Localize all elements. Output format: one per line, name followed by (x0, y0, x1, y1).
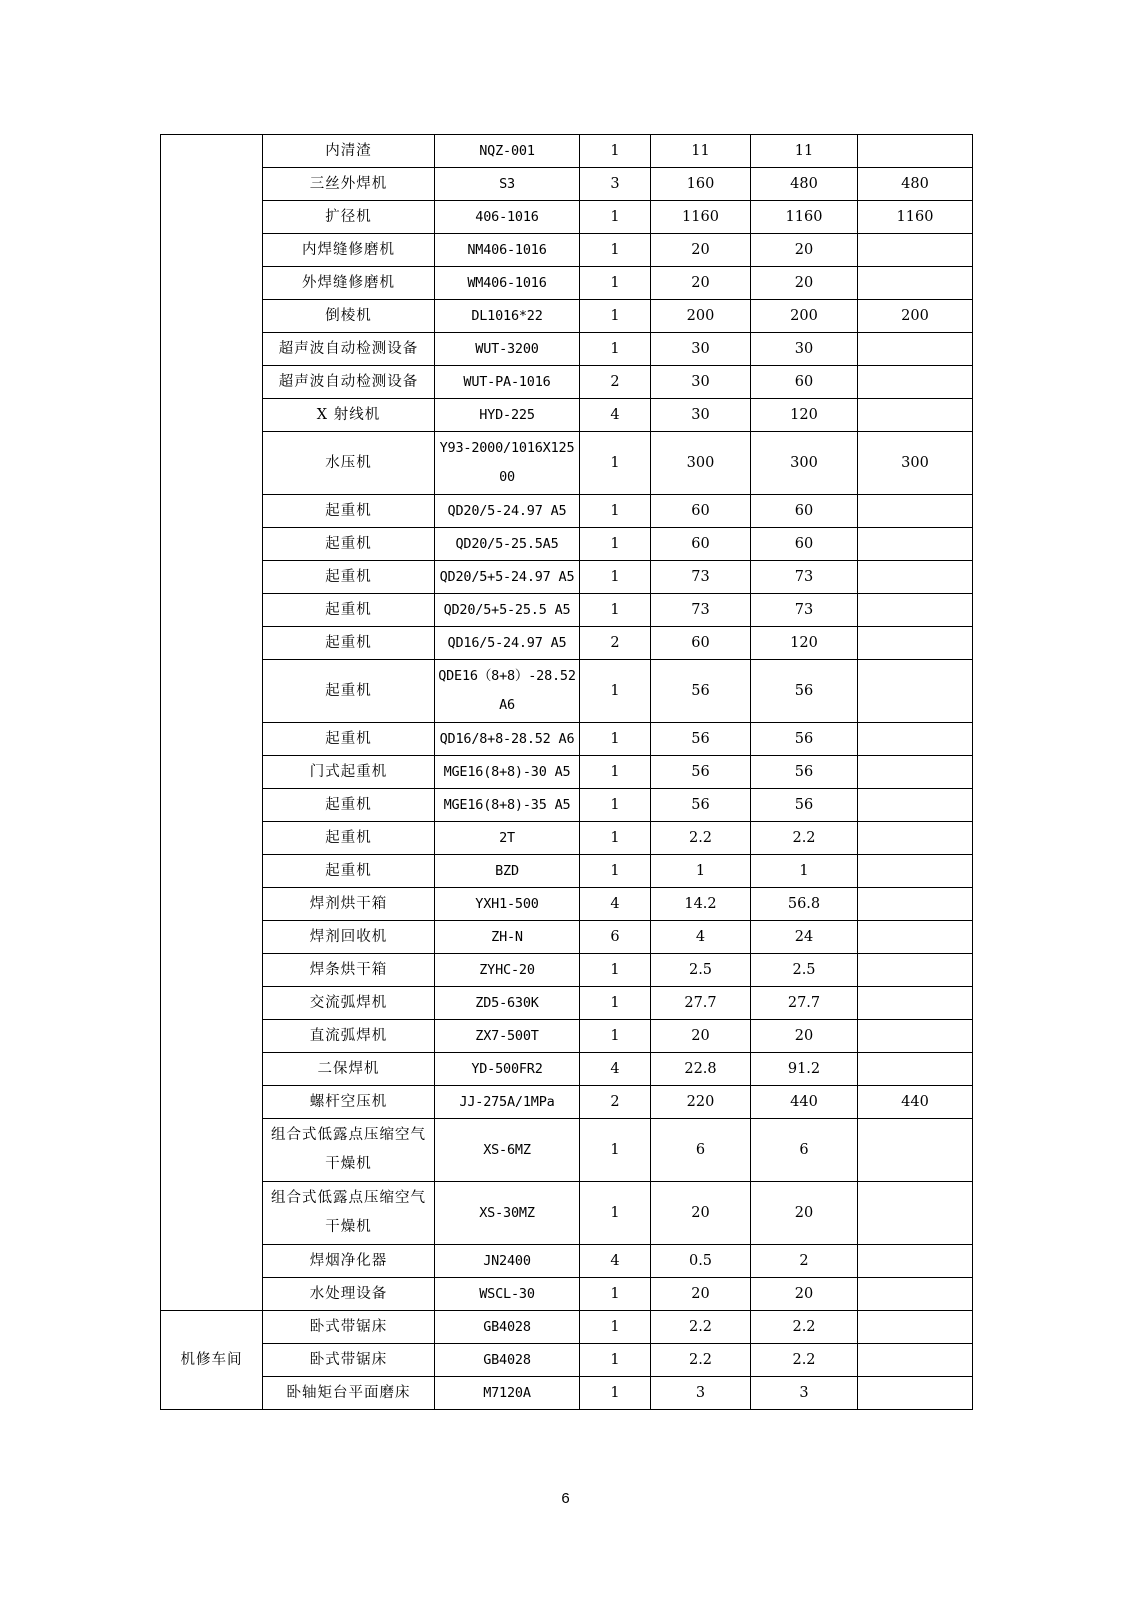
quantity-cell: 1 (580, 432, 651, 495)
table-row (161, 1245, 973, 1278)
unit-power-cell: 20 (651, 234, 751, 267)
extra-cell (858, 921, 973, 954)
extra-cell (858, 399, 973, 432)
total-power-cell: 480 (751, 168, 858, 201)
table-row (161, 954, 973, 987)
extra-cell (858, 789, 973, 822)
quantity-cell: 1 (580, 660, 651, 723)
table-row (161, 399, 973, 432)
quantity-cell: 1 (580, 954, 651, 987)
unit-power-cell: 160 (651, 168, 751, 201)
table-row (161, 789, 973, 822)
model-cell: QD20/5-24.97 A5 (435, 495, 580, 528)
model-cell: QD20/5-25.5A5 (435, 528, 580, 561)
unit-power-cell: 73 (651, 594, 751, 627)
quantity-cell: 1 (580, 987, 651, 1020)
extra-cell (858, 333, 973, 366)
equipment-name-cell: 焊剂回收机 (263, 921, 435, 954)
total-power-cell: 24 (751, 921, 858, 954)
equipment-name-cell: 起重机 (263, 627, 435, 660)
equipment-name-cell: 起重机 (263, 495, 435, 528)
extra-cell (858, 267, 973, 300)
quantity-cell: 4 (580, 888, 651, 921)
total-power-cell: 56 (751, 723, 858, 756)
model-cell: ZH-N (435, 921, 580, 954)
extra-cell (858, 954, 973, 987)
extra-cell (858, 1377, 973, 1410)
table-row (161, 627, 973, 660)
extra-cell: 200 (858, 300, 973, 333)
table-row (161, 267, 973, 300)
extra-cell (858, 594, 973, 627)
quantity-cell: 4 (580, 1053, 651, 1086)
workshop-cell (161, 135, 263, 1311)
unit-power-cell: 20 (651, 1278, 751, 1311)
model-cell: QD16/5-24.97 A5 (435, 627, 580, 660)
unit-power-cell: 1 (651, 855, 751, 888)
total-power-cell: 73 (751, 561, 858, 594)
extra-cell (858, 561, 973, 594)
quantity-cell: 1 (580, 1182, 651, 1245)
equipment-name-cell: 水压机 (263, 432, 435, 495)
unit-power-cell: 20 (651, 1182, 751, 1245)
quantity-cell: 2 (580, 366, 651, 399)
extra-cell (858, 987, 973, 1020)
model-cell: DL1016*22 (435, 300, 580, 333)
model-cell: JN2400 (435, 1245, 580, 1278)
total-power-cell: 27.7 (751, 987, 858, 1020)
table-row (161, 1182, 973, 1245)
equipment-name-cell: 倒棱机 (263, 300, 435, 333)
total-power-cell: 56 (751, 789, 858, 822)
extra-cell (858, 1245, 973, 1278)
total-power-cell: 1 (751, 855, 858, 888)
table-row (161, 855, 973, 888)
equipment-name-cell: 交流弧焊机 (263, 987, 435, 1020)
unit-power-cell: 30 (651, 333, 751, 366)
quantity-cell: 1 (580, 723, 651, 756)
model-cell: WM406-1016 (435, 267, 580, 300)
quantity-cell: 1 (580, 1377, 651, 1410)
extra-cell (858, 723, 973, 756)
extra-cell (858, 756, 973, 789)
total-power-cell: 20 (751, 234, 858, 267)
equipment-name-cell: 水处理设备 (263, 1278, 435, 1311)
equipment-name-cell: 内清渣 (263, 135, 435, 168)
total-power-cell: 2.2 (751, 822, 858, 855)
unit-power-cell: 6 (651, 1119, 751, 1182)
total-power-cell: 2.2 (751, 1311, 858, 1344)
unit-power-cell: 11 (651, 135, 751, 168)
unit-power-cell: 1160 (651, 201, 751, 234)
table-row (161, 528, 973, 561)
quantity-cell: 1 (580, 1311, 651, 1344)
total-power-cell: 120 (751, 399, 858, 432)
unit-power-cell: 56 (651, 789, 751, 822)
unit-power-cell: 22.8 (651, 1053, 751, 1086)
equipment-name-cell: 起重机 (263, 723, 435, 756)
quantity-cell: 4 (580, 399, 651, 432)
quantity-cell: 1 (580, 1344, 651, 1377)
model-cell: NQZ-001 (435, 135, 580, 168)
unit-power-cell: 220 (651, 1086, 751, 1119)
model-cell: WSCL-30 (435, 1278, 580, 1311)
extra-cell (858, 1053, 973, 1086)
extra-cell (858, 627, 973, 660)
model-cell: QD20/5+5-25.5 A5 (435, 594, 580, 627)
unit-power-cell: 4 (651, 921, 751, 954)
unit-power-cell: 0.5 (651, 1245, 751, 1278)
total-power-cell: 60 (751, 495, 858, 528)
extra-cell: 480 (858, 168, 973, 201)
extra-cell (858, 135, 973, 168)
unit-power-cell: 14.2 (651, 888, 751, 921)
table-row (161, 756, 973, 789)
total-power-cell: 20 (751, 1182, 858, 1245)
extra-cell (858, 234, 973, 267)
equipment-name-cell: 起重机 (263, 789, 435, 822)
extra-cell (858, 495, 973, 528)
unit-power-cell: 2.2 (651, 1344, 751, 1377)
model-cell: WUT-3200 (435, 333, 580, 366)
model-cell: Y93-2000/1016X12500 (435, 432, 580, 495)
workshop-cell: 机修车间 (161, 1311, 263, 1410)
model-cell: MGE16(8+8)-35 A5 (435, 789, 580, 822)
unit-power-cell: 20 (651, 267, 751, 300)
quantity-cell: 1 (580, 561, 651, 594)
table-row (161, 921, 973, 954)
equipment-name-cell: 螺杆空压机 (263, 1086, 435, 1119)
quantity-cell: 1 (580, 528, 651, 561)
extra-cell (858, 822, 973, 855)
model-cell: 2T (435, 822, 580, 855)
quantity-cell: 1 (580, 1278, 651, 1311)
total-power-cell: 120 (751, 627, 858, 660)
table-row (161, 201, 973, 234)
table-row (161, 987, 973, 1020)
extra-cell (858, 1182, 973, 1245)
quantity-cell: 1 (580, 300, 651, 333)
extra-cell (858, 1344, 973, 1377)
equipment-name-cell: X 射线机 (263, 399, 435, 432)
equipment-name-cell: 焊剂烘干箱 (263, 888, 435, 921)
equipment-name-cell: 焊烟净化器 (263, 1245, 435, 1278)
quantity-cell: 1 (580, 135, 651, 168)
quantity-cell: 1 (580, 495, 651, 528)
equipment-name-cell: 起重机 (263, 528, 435, 561)
total-power-cell: 73 (751, 594, 858, 627)
table-row (161, 822, 973, 855)
table-row (161, 234, 973, 267)
table-row (161, 1086, 973, 1119)
total-power-cell: 20 (751, 1278, 858, 1311)
table-row (161, 594, 973, 627)
equipment-name-cell: 三丝外焊机 (263, 168, 435, 201)
quantity-cell: 1 (580, 789, 651, 822)
unit-power-cell: 2.5 (651, 954, 751, 987)
unit-power-cell: 3 (651, 1377, 751, 1410)
quantity-cell: 1 (580, 855, 651, 888)
equipment-name-cell: 卧式带锯床 (263, 1311, 435, 1344)
model-cell: YD-500FR2 (435, 1053, 580, 1086)
extra-cell: 1160 (858, 201, 973, 234)
model-cell: QD16/8+8-28.52 A6 (435, 723, 580, 756)
page-number: 6 (561, 1490, 570, 1507)
total-power-cell: 2.5 (751, 954, 858, 987)
model-cell: M7120A (435, 1377, 580, 1410)
model-cell: MGE16(8+8)-30 A5 (435, 756, 580, 789)
equipment-name-cell: 起重机 (263, 822, 435, 855)
unit-power-cell: 56 (651, 723, 751, 756)
table-row (161, 1278, 973, 1311)
equipment-name-cell: 超声波自动检测设备 (263, 366, 435, 399)
equipment-name-cell: 超声波自动检测设备 (263, 333, 435, 366)
model-cell: XS-6MZ (435, 1119, 580, 1182)
table-row (161, 366, 973, 399)
unit-power-cell: 30 (651, 399, 751, 432)
total-power-cell: 60 (751, 366, 858, 399)
model-cell: NM406-1016 (435, 234, 580, 267)
unit-power-cell: 20 (651, 1020, 751, 1053)
quantity-cell: 1 (580, 822, 651, 855)
table-row (161, 432, 973, 495)
equipment-name-cell: 门式起重机 (263, 756, 435, 789)
equipment-name-cell: 起重机 (263, 660, 435, 723)
total-power-cell: 56 (751, 756, 858, 789)
extra-cell (858, 855, 973, 888)
unit-power-cell: 60 (651, 627, 751, 660)
equipment-name-cell: 外焊缝修磨机 (263, 267, 435, 300)
equipment-name-cell: 直流弧焊机 (263, 1020, 435, 1053)
equipment-name-cell: 卧轴矩台平面磨床 (263, 1377, 435, 1410)
model-cell: 406-1016 (435, 201, 580, 234)
table-row (161, 723, 973, 756)
model-cell: JJ-275A/1MPa (435, 1086, 580, 1119)
model-cell: QDE16（8+8）-28.52 A6 (435, 660, 580, 723)
quantity-cell: 1 (580, 1020, 651, 1053)
extra-cell (858, 1278, 973, 1311)
table-row (161, 1377, 973, 1410)
total-power-cell: 56.8 (751, 888, 858, 921)
quantity-cell: 1 (580, 1119, 651, 1182)
total-power-cell: 6 (751, 1119, 858, 1182)
model-cell: WUT-PA-1016 (435, 366, 580, 399)
unit-power-cell: 27.7 (651, 987, 751, 1020)
model-cell: BZD (435, 855, 580, 888)
table-row (161, 168, 973, 201)
total-power-cell: 60 (751, 528, 858, 561)
extra-cell (858, 1020, 973, 1053)
table-row (161, 135, 973, 168)
total-power-cell: 91.2 (751, 1053, 858, 1086)
quantity-cell: 6 (580, 921, 651, 954)
extra-cell: 300 (858, 432, 973, 495)
quantity-cell: 1 (580, 333, 651, 366)
unit-power-cell: 73 (651, 561, 751, 594)
extra-cell (858, 1311, 973, 1344)
quantity-cell: 1 (580, 594, 651, 627)
quantity-cell: 2 (580, 1086, 651, 1119)
total-power-cell: 1160 (751, 201, 858, 234)
total-power-cell: 440 (751, 1086, 858, 1119)
unit-power-cell: 60 (651, 495, 751, 528)
model-cell: GB4028 (435, 1311, 580, 1344)
table-row (161, 1020, 973, 1053)
quantity-cell: 1 (580, 267, 651, 300)
total-power-cell: 300 (751, 432, 858, 495)
total-power-cell: 2.2 (751, 1344, 858, 1377)
table-row (161, 1311, 973, 1344)
quantity-cell: 2 (580, 627, 651, 660)
equipment-name-cell: 焊条烘干箱 (263, 954, 435, 987)
equipment-name-cell: 二保焊机 (263, 1053, 435, 1086)
quantity-cell: 1 (580, 201, 651, 234)
model-cell: XS-30MZ (435, 1182, 580, 1245)
model-cell: ZD5-630K (435, 987, 580, 1020)
model-cell: ZYHC-20 (435, 954, 580, 987)
equipment-name-cell: 卧式带锯床 (263, 1344, 435, 1377)
quantity-cell: 1 (580, 234, 651, 267)
table-row (161, 333, 973, 366)
unit-power-cell: 30 (651, 366, 751, 399)
extra-cell (858, 528, 973, 561)
total-power-cell: 20 (751, 1020, 858, 1053)
equipment-name-cell: 组合式低露点压缩空气干燥机 (263, 1182, 435, 1245)
quantity-cell: 1 (580, 756, 651, 789)
table-row (161, 1119, 973, 1182)
model-cell: ZX7-500T (435, 1020, 580, 1053)
total-power-cell: 56 (751, 660, 858, 723)
model-cell: GB4028 (435, 1344, 580, 1377)
total-power-cell: 11 (751, 135, 858, 168)
equipment-name-cell: 扩径机 (263, 201, 435, 234)
model-cell: HYD-225 (435, 399, 580, 432)
table-body (161, 135, 973, 1410)
table-row (161, 660, 973, 723)
extra-cell (858, 1119, 973, 1182)
unit-power-cell: 2.2 (651, 1311, 751, 1344)
total-power-cell: 2 (751, 1245, 858, 1278)
unit-power-cell: 2.2 (651, 822, 751, 855)
equipment-name-cell: 组合式低露点压缩空气干燥机 (263, 1119, 435, 1182)
model-cell: QD20/5+5-24.97 A5 (435, 561, 580, 594)
table-row (161, 495, 973, 528)
equipment-name-cell: 起重机 (263, 561, 435, 594)
model-cell: YXH1-500 (435, 888, 580, 921)
total-power-cell: 200 (751, 300, 858, 333)
model-cell: S3 (435, 168, 580, 201)
table-row (161, 888, 973, 921)
unit-power-cell: 300 (651, 432, 751, 495)
extra-cell (858, 660, 973, 723)
unit-power-cell: 56 (651, 756, 751, 789)
extra-cell: 440 (858, 1086, 973, 1119)
total-power-cell: 3 (751, 1377, 858, 1410)
extra-cell (858, 366, 973, 399)
table-row (161, 561, 973, 594)
equipment-name-cell: 起重机 (263, 855, 435, 888)
unit-power-cell: 60 (651, 528, 751, 561)
quantity-cell: 4 (580, 1245, 651, 1278)
table-row (161, 1053, 973, 1086)
total-power-cell: 30 (751, 333, 858, 366)
extra-cell (858, 888, 973, 921)
unit-power-cell: 200 (651, 300, 751, 333)
equipment-name-cell: 起重机 (263, 594, 435, 627)
equipment-name-cell: 内焊缝修磨机 (263, 234, 435, 267)
equipment-table (160, 134, 973, 1410)
unit-power-cell: 56 (651, 660, 751, 723)
table-row (161, 300, 973, 333)
quantity-cell: 3 (580, 168, 651, 201)
table-row (161, 1344, 973, 1377)
total-power-cell: 20 (751, 267, 858, 300)
